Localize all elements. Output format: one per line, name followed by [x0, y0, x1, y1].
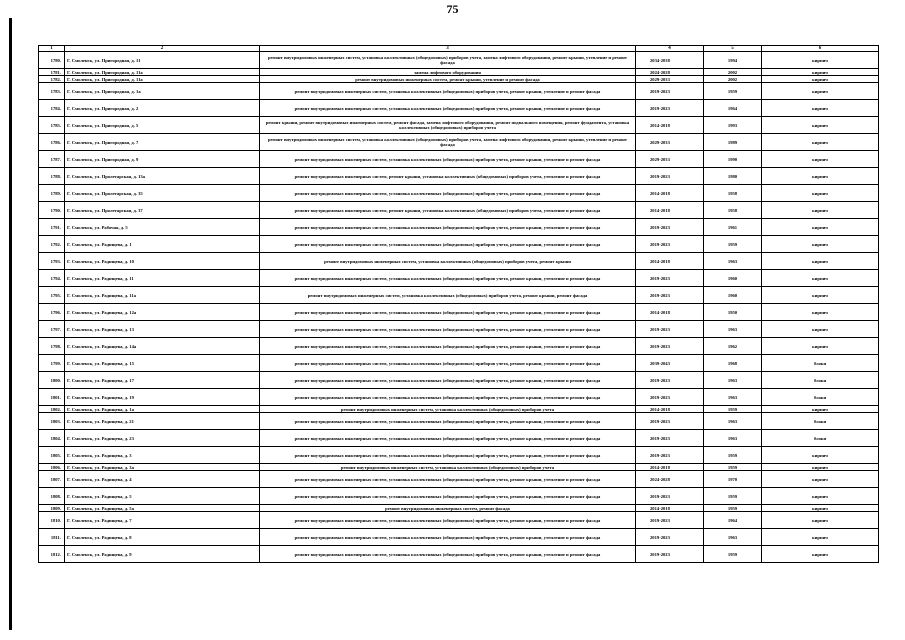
page-number: 75: [446, 2, 459, 16]
build-year-cell: 1964: [704, 512, 762, 529]
row-number: 1801.: [39, 389, 65, 406]
build-year-cell: 1958: [704, 202, 762, 219]
period-cell: 2019-2023: [636, 219, 704, 236]
header-col-1: 1: [39, 46, 65, 52]
period-cell: 2019-2023: [636, 430, 704, 447]
header-col-4: 4: [636, 46, 704, 52]
table-row: [39, 355, 879, 372]
wall-material-cell: кирпич: [762, 406, 879, 413]
address-cell: Г. Смоленск, ул. Радищева, д. 13: [65, 321, 260, 338]
build-year-cell: 1964: [704, 100, 762, 117]
table-row: [39, 76, 879, 83]
work-types-cell: ремонт внутридомовых инженерных систем, установка коллективных (общедомовых) приборов учета, ремонт крыши, ремонт фасада: [260, 287, 636, 304]
build-year-cell: 1963: [704, 529, 762, 546]
period-cell: 2019-2023: [636, 168, 704, 185]
work-types-cell: замена лифтового оборудования: [260, 69, 636, 76]
table-row: [39, 236, 879, 253]
work-types-cell: ремонт внутридомовых инженерных систем, установка коллективных (общедомовых) приборов учета, ремонт крыши, утепление и ремонт фасада: [260, 372, 636, 389]
period-cell: 2019-2023: [636, 236, 704, 253]
row-number: 1808.: [39, 488, 65, 505]
header-col-6: 6: [762, 46, 879, 52]
row-number: 1794.: [39, 270, 65, 287]
wall-material-cell: кирпич: [762, 338, 879, 355]
address-cell: Г. Смоленск, ул. Пролетарская, д. 13а: [65, 168, 260, 185]
address-cell: Г. Смоленск, ул. Радищева, д. 9: [65, 546, 260, 563]
address-cell: Г. Смоленск, ул. Радищева, д. 23: [65, 430, 260, 447]
row-number: 1785.: [39, 117, 65, 134]
wall-material-cell: кирпич: [762, 464, 879, 471]
header-col-3: 3: [260, 46, 636, 52]
period-cell: 2029-2033: [636, 134, 704, 151]
work-types-cell: ремонт внутридомовых инженерных систем, установка коллективных (общедомовых) приборов учета, ремонт крыши, утепление и ремонт фасада: [260, 185, 636, 202]
period-cell: 2019-2023: [636, 488, 704, 505]
table-row: [39, 100, 879, 117]
row-number: 1804.: [39, 430, 65, 447]
work-types-cell: ремонт внутридомовых инженерных систем, установка коллективных (общедомовых) приборов учета, замена лифтового оборудования, ремонт крыши, утепление и ремонт фасада: [260, 52, 636, 69]
repair-program-table: [38, 45, 879, 563]
build-year-cell: 1959: [704, 505, 762, 512]
period-cell: 2019-2023: [636, 270, 704, 287]
build-year-cell: 1961: [704, 219, 762, 236]
period-cell: 2019-2023: [636, 389, 704, 406]
address-cell: Г. Смоленск, ул. Радищева, д. 3а: [65, 464, 260, 471]
row-number: 1803.: [39, 413, 65, 430]
build-year-cell: 1959: [704, 83, 762, 100]
work-types-cell: ремонт внутридомовых инженерных систем, ремонт крыши, установка коллективных (общедомовых) приборов учета, утепление и ремонт фасада: [260, 168, 636, 185]
work-types-cell: ремонт внутридомовых инженерных систем, установка коллективных (общедомовых) приборов учета, ремонт крыши, утепление и ремонт фасада: [260, 236, 636, 253]
build-year-cell: 1980: [704, 168, 762, 185]
wall-material-cell: кирпич: [762, 253, 879, 270]
row-number: 1809.: [39, 505, 65, 512]
address-cell: Г. Смоленск, ул. Радищева, д. 3: [65, 447, 260, 464]
build-year-cell: 1963: [704, 413, 762, 430]
period-cell: 2039-2043: [636, 355, 704, 372]
wall-material-cell: кирпич: [762, 236, 879, 253]
build-year-cell: 1963: [704, 430, 762, 447]
build-year-cell: 1959: [704, 447, 762, 464]
work-types-cell: ремонт внутридомовых инженерных систем, установка коллективных (общедомовых) приборов учета, ремонт крыши, утепление и ремонт фасада: [260, 389, 636, 406]
table-row: [39, 546, 879, 563]
table-row: [39, 471, 879, 488]
row-number: 1790.: [39, 202, 65, 219]
wall-material-cell: блоки: [762, 389, 879, 406]
address-cell: Г. Смоленск, ул. Радищева, д. 10: [65, 253, 260, 270]
wall-material-cell: кирпич: [762, 304, 879, 321]
table-row: [39, 168, 879, 185]
table-row: [39, 219, 879, 236]
table-row: [39, 529, 879, 546]
wall-material-cell: кирпич: [762, 202, 879, 219]
build-year-cell: 1962: [704, 338, 762, 355]
wall-material-cell: кирпич: [762, 83, 879, 100]
table-row: [39, 52, 879, 69]
wall-material-cell: кирпич: [762, 151, 879, 168]
work-types-cell: ремонт внутридомовых инженерных систем, установка коллективных (общедомовых) приборов учета, замена лифтового оборудования, ремонт крыши, утепление и ремонт фасада: [260, 134, 636, 151]
address-cell: Г. Смоленск, ул. Радищева, д. 1а: [65, 406, 260, 413]
build-year-cell: 1963: [704, 372, 762, 389]
address-cell: Г. Смоленск, ул. Пригородная, д. 1а: [65, 83, 260, 100]
address-cell: Г. Смоленск, ул. Радищева, д. 11а: [65, 287, 260, 304]
table-row: [39, 287, 879, 304]
period-cell: 2014-2018: [636, 304, 704, 321]
address-cell: Г. Смоленск, ул. Радищева, д. 5: [65, 488, 260, 505]
work-types-cell: ремонт внутридомовых инженерных систем, установка коллективных (общедомовых) приборов учета, ремонт крыши, утепление и ремонт фасада: [260, 304, 636, 321]
wall-material-cell: блоки: [762, 430, 879, 447]
period-cell: 2019-2023: [636, 413, 704, 430]
work-types-cell: ремонт крыши, ремонт внутридомовых инженерных систем, ремонт фасада, замена лифтового оборудования, ремонт подвального помещения, ремонт фундамента, установка коллективных (общедомовых) приборов учета: [260, 117, 636, 134]
period-cell: 2024-2028: [636, 471, 704, 488]
period-cell: 2014-2018: [636, 406, 704, 413]
table-row: [39, 134, 879, 151]
wall-material-cell: кирпич: [762, 512, 879, 529]
build-year-cell: 1993: [704, 117, 762, 134]
address-cell: Г. Смоленск, ул. Радищева, д. 19: [65, 389, 260, 406]
address-cell: Г. Смоленск, ул. Рабочая, д. 5: [65, 219, 260, 236]
period-cell: 2019-2023: [636, 321, 704, 338]
row-number: 1797.: [39, 321, 65, 338]
row-number: 1811.: [39, 529, 65, 546]
address-cell: Г. Смоленск, ул. Радищева, д. 15: [65, 355, 260, 372]
period-cell: 2034-2038: [636, 52, 704, 69]
work-types-cell: ремонт внутридомовых инженерных систем, установка коллективных (общедомовых) приборов учета, ремонт крыши, утепление и ремонт фасада: [260, 219, 636, 236]
row-number: 1782.: [39, 76, 65, 83]
work-types-cell: ремонт внутридомовых инженерных систем, установка коллективных (общедомовых) приборов учета, ремонт крыши: [260, 253, 636, 270]
work-types-cell: ремонт внутридомовых инженерных систем, ремонт крыши, утепление и ремонт фасада: [260, 76, 636, 83]
period-cell: 2019-2023: [636, 287, 704, 304]
row-number: 1784.: [39, 100, 65, 117]
wall-material-cell: кирпич: [762, 546, 879, 563]
wall-material-cell: кирпич: [762, 447, 879, 464]
period-cell: 2019-2023: [636, 100, 704, 117]
row-number: 1791.: [39, 219, 65, 236]
wall-material-cell: кирпич: [762, 321, 879, 338]
build-year-cell: 1959: [704, 546, 762, 563]
table-row: [39, 464, 879, 471]
wall-material-cell: блоки: [762, 372, 879, 389]
build-year-cell: 1950: [704, 304, 762, 321]
period-cell: 2014-2018: [636, 464, 704, 471]
work-types-cell: ремонт внутридомовых инженерных систем, установка коллективных (общедомовых) приборов учета, ремонт крыши, утепление и ремонт фасада: [260, 529, 636, 546]
row-number: 1792.: [39, 236, 65, 253]
work-types-cell: ремонт внутридомовых инженерных систем, установка коллективных (общедомовых) приборов учета, ремонт крыши, утепление и ремонт фасада: [260, 546, 636, 563]
table-body: [39, 46, 879, 563]
build-year-cell: 1963: [704, 389, 762, 406]
build-year-cell: 1994: [704, 52, 762, 69]
work-types-cell: ремонт внутридомовых инженерных систем, установка коллективных (общедомовых) приборов учета, ремонт крыши, утепление и ремонт фасада: [260, 355, 636, 372]
work-types-cell: ремонт внутридомовых инженерных систем, ремонт крыши, установка коллективных (общедомовых) приборов учета, утепление и ремонт фасада: [260, 202, 636, 219]
build-year-cell: 1959: [704, 236, 762, 253]
table-row: [39, 413, 879, 430]
wall-material-cell: кирпич: [762, 168, 879, 185]
row-number: 1800.: [39, 372, 65, 389]
table-row: [39, 447, 879, 464]
row-number: 1796.: [39, 304, 65, 321]
build-year-cell: 1959: [704, 488, 762, 505]
work-types-cell: ремонт внутридомовых инженерных систем, установка коллективных (общедомовых) приборов учета, ремонт крыши, утепление и ремонт фасада: [260, 321, 636, 338]
build-year-cell: 1960: [704, 287, 762, 304]
work-types-cell: ремонт внутридомовых инженерных систем, установка коллективных (общедомовых) приборов учета: [260, 464, 636, 471]
table-row: [39, 304, 879, 321]
build-year-cell: 1963: [704, 321, 762, 338]
row-number: 1798.: [39, 338, 65, 355]
address-cell: Г. Смоленск, ул. Радищева, д. 21: [65, 413, 260, 430]
header-col-2: 2: [65, 46, 260, 52]
scan-left-edge: [9, 18, 12, 630]
address-cell: Г. Смоленск, ул. Радищева, д. 8: [65, 529, 260, 546]
work-types-cell: ремонт внутридомовых инженерных систем, установка коллективных (общедомовых) приборов учета: [260, 406, 636, 413]
address-cell: Г. Смоленск, ул. Пригородная, д. 2: [65, 100, 260, 117]
wall-material-cell: кирпич: [762, 287, 879, 304]
table-row: [39, 270, 879, 287]
work-types-cell: ремонт внутридомовых инженерных систем, установка коллективных (общедомовых) приборов учета, ремонт крыши, утепление и ремонт фасада: [260, 151, 636, 168]
work-types-cell: ремонт внутридомовых инженерных систем, установка коллективных (общедомовых) приборов учета, ремонт крыши, утепление и ремонт фасада: [260, 447, 636, 464]
period-cell: 2019-2023: [636, 447, 704, 464]
build-year-cell: 2002: [704, 69, 762, 76]
table-row: [39, 151, 879, 168]
period-cell: 2014-2018: [636, 253, 704, 270]
address-cell: Г. Смоленск, ул. Радищева, д. 7: [65, 512, 260, 529]
period-cell: 2019-2023: [636, 83, 704, 100]
wall-material-cell: блоки: [762, 413, 879, 430]
wall-material-cell: кирпич: [762, 117, 879, 134]
table-row: [39, 202, 879, 219]
row-number: 1807.: [39, 471, 65, 488]
wall-material-cell: кирпич: [762, 471, 879, 488]
wall-material-cell: кирпич: [762, 505, 879, 512]
period-cell: 2019-2023: [636, 372, 704, 389]
table-row: [39, 505, 879, 512]
table-row: [39, 338, 879, 355]
work-types-cell: ремонт внутридомовых инженерных систем, установка коллективных (общедомовых) приборов учета, ремонт крыши, утепление и ремонт фасада: [260, 430, 636, 447]
table-row: [39, 430, 879, 447]
row-number: 1802.: [39, 406, 65, 413]
period-cell: 2014-2018: [636, 505, 704, 512]
period-cell: 2014-2018: [636, 117, 704, 134]
row-number: 1789.: [39, 185, 65, 202]
table-row: [39, 488, 879, 505]
work-types-cell: ремонт внутридомовых инженерных систем, установка коллективных (общедомовых) приборов учета, ремонт крыши, утепление и ремонт фасада: [260, 413, 636, 430]
address-cell: Г. Смоленск, ул. Пригородная, д. 11: [65, 52, 260, 69]
row-number: 1786.: [39, 134, 65, 151]
row-number: 1783.: [39, 83, 65, 100]
table-row: [39, 512, 879, 529]
table-row: [39, 406, 879, 413]
address-cell: Г. Смоленск, ул. Радищева, д. 17: [65, 372, 260, 389]
row-number: 1788.: [39, 168, 65, 185]
build-year-cell: 1989: [704, 134, 762, 151]
table-row: [39, 372, 879, 389]
work-types-cell: ремонт внутридомовых инженерных систем, установка коллективных (общедомовых) приборов учета, ремонт крыши, утепление и ремонт фасада: [260, 83, 636, 100]
work-types-cell: ремонт внутридомовых инженерных систем, установка коллективных (общедомовых) приборов учета, ремонт крыши, утепление и ремонт фасада: [260, 100, 636, 117]
period-cell: 2019-2023: [636, 529, 704, 546]
build-year-cell: 2002: [704, 76, 762, 83]
period-cell: 2029-2033: [636, 76, 704, 83]
row-number: 1810.: [39, 512, 65, 529]
wall-material-cell: блоки: [762, 355, 879, 372]
wall-material-cell: кирпич: [762, 219, 879, 236]
wall-material-cell: кирпич: [762, 488, 879, 505]
row-number: 1787.: [39, 151, 65, 168]
address-cell: Г. Смоленск, ул. Пригородная, д. 9: [65, 151, 260, 168]
row-number: 1812.: [39, 546, 65, 563]
address-cell: Г. Смоленск, ул. Пригородная, д. 11а: [65, 76, 260, 83]
wall-material-cell: кирпич: [762, 134, 879, 151]
wall-material-cell: кирпич: [762, 76, 879, 83]
address-cell: Г. Смоленск, ул. Пролетарская, д. 35: [65, 185, 260, 202]
address-cell: Г. Смоленск, ул. Радищева, д. 12а: [65, 304, 260, 321]
build-year-cell: 1968: [704, 355, 762, 372]
address-cell: Г. Смоленск, ул. Пригородная, д. 7: [65, 134, 260, 151]
build-year-cell: 1958: [704, 185, 762, 202]
build-year-cell: 1959: [704, 406, 762, 413]
work-types-cell: ремонт внутридомовых инженерных систем, установка коллективных (общедомовых) приборов учета, ремонт крыши, утепление и ремонт фасада: [260, 488, 636, 505]
wall-material-cell: кирпич: [762, 270, 879, 287]
table-row: [39, 83, 879, 100]
row-number: 1795.: [39, 287, 65, 304]
period-cell: 2014-2018: [636, 185, 704, 202]
build-year-cell: 1960: [704, 270, 762, 287]
address-cell: Г. Смоленск, ул. Пролетарская, д. 37: [65, 202, 260, 219]
build-year-cell: 1990: [704, 151, 762, 168]
address-cell: Г. Смоленск, ул. Радищева, д. 14а: [65, 338, 260, 355]
header-col-5: 5: [704, 46, 762, 52]
row-number: 1780.: [39, 52, 65, 69]
work-types-cell: ремонт внутридомовых инженерных систем, установка коллективных (общедомовых) приборов учета, ремонт крыши, утепление и ремонт фасада: [260, 471, 636, 488]
address-cell: Г. Смоленск, ул. Пригородная, д. 11а: [65, 69, 260, 76]
build-year-cell: 1959: [704, 464, 762, 471]
period-cell: 2019-2023: [636, 546, 704, 563]
period-cell: 2014-2018: [636, 202, 704, 219]
address-cell: Г. Смоленск, ул. Радищева, д. 11: [65, 270, 260, 287]
build-year-cell: 1970: [704, 471, 762, 488]
period-cell: 2024-2028: [636, 69, 704, 76]
address-cell: Г. Смоленск, ул. Пригородная, д. 5: [65, 117, 260, 134]
address-cell: Г. Смоленск, ул. Радищева, д. 4: [65, 471, 260, 488]
work-types-cell: ремонт внутридомовых инженерных систем, установка коллективных (общедомовых) приборов учета, ремонт крыши, утепление и ремонт фасада: [260, 270, 636, 287]
address-cell: Г. Смоленск, ул. Радищева, д. 5а: [65, 505, 260, 512]
wall-material-cell: кирпич: [762, 529, 879, 546]
table-row: [39, 117, 879, 134]
period-cell: 2029-2033: [636, 151, 704, 168]
period-cell: 2019-2023: [636, 338, 704, 355]
work-types-cell: ремонт внутридомовых инженерных систем, ремонт фасада: [260, 505, 636, 512]
row-number: 1806.: [39, 464, 65, 471]
work-types-cell: ремонт внутридомовых инженерных систем, установка коллективных (общедомовых) приборов учета, ремонт крыши, утепление и ремонт фасада: [260, 512, 636, 529]
wall-material-cell: кирпич: [762, 100, 879, 117]
table-row: [39, 253, 879, 270]
build-year-cell: 1963: [704, 253, 762, 270]
table-row: [39, 389, 879, 406]
period-cell: 2019-2023: [636, 512, 704, 529]
table-row: [39, 69, 879, 76]
row-number: 1805.: [39, 447, 65, 464]
row-number: 1799.: [39, 355, 65, 372]
wall-material-cell: кирпич: [762, 69, 879, 76]
address-cell: Г. Смоленск, ул. Радищева, д. 1: [65, 236, 260, 253]
work-types-cell: ремонт внутридомовых инженерных систем, установка коллективных (общедомовых) приборов учета, ремонт крыши, утепление и ремонт фасада: [260, 338, 636, 355]
wall-material-cell: кирпич: [762, 52, 879, 69]
table-row: [39, 185, 879, 202]
table-row: [39, 321, 879, 338]
row-number: 1781.: [39, 69, 65, 76]
wall-material-cell: кирпич: [762, 185, 879, 202]
row-number: 1793.: [39, 253, 65, 270]
